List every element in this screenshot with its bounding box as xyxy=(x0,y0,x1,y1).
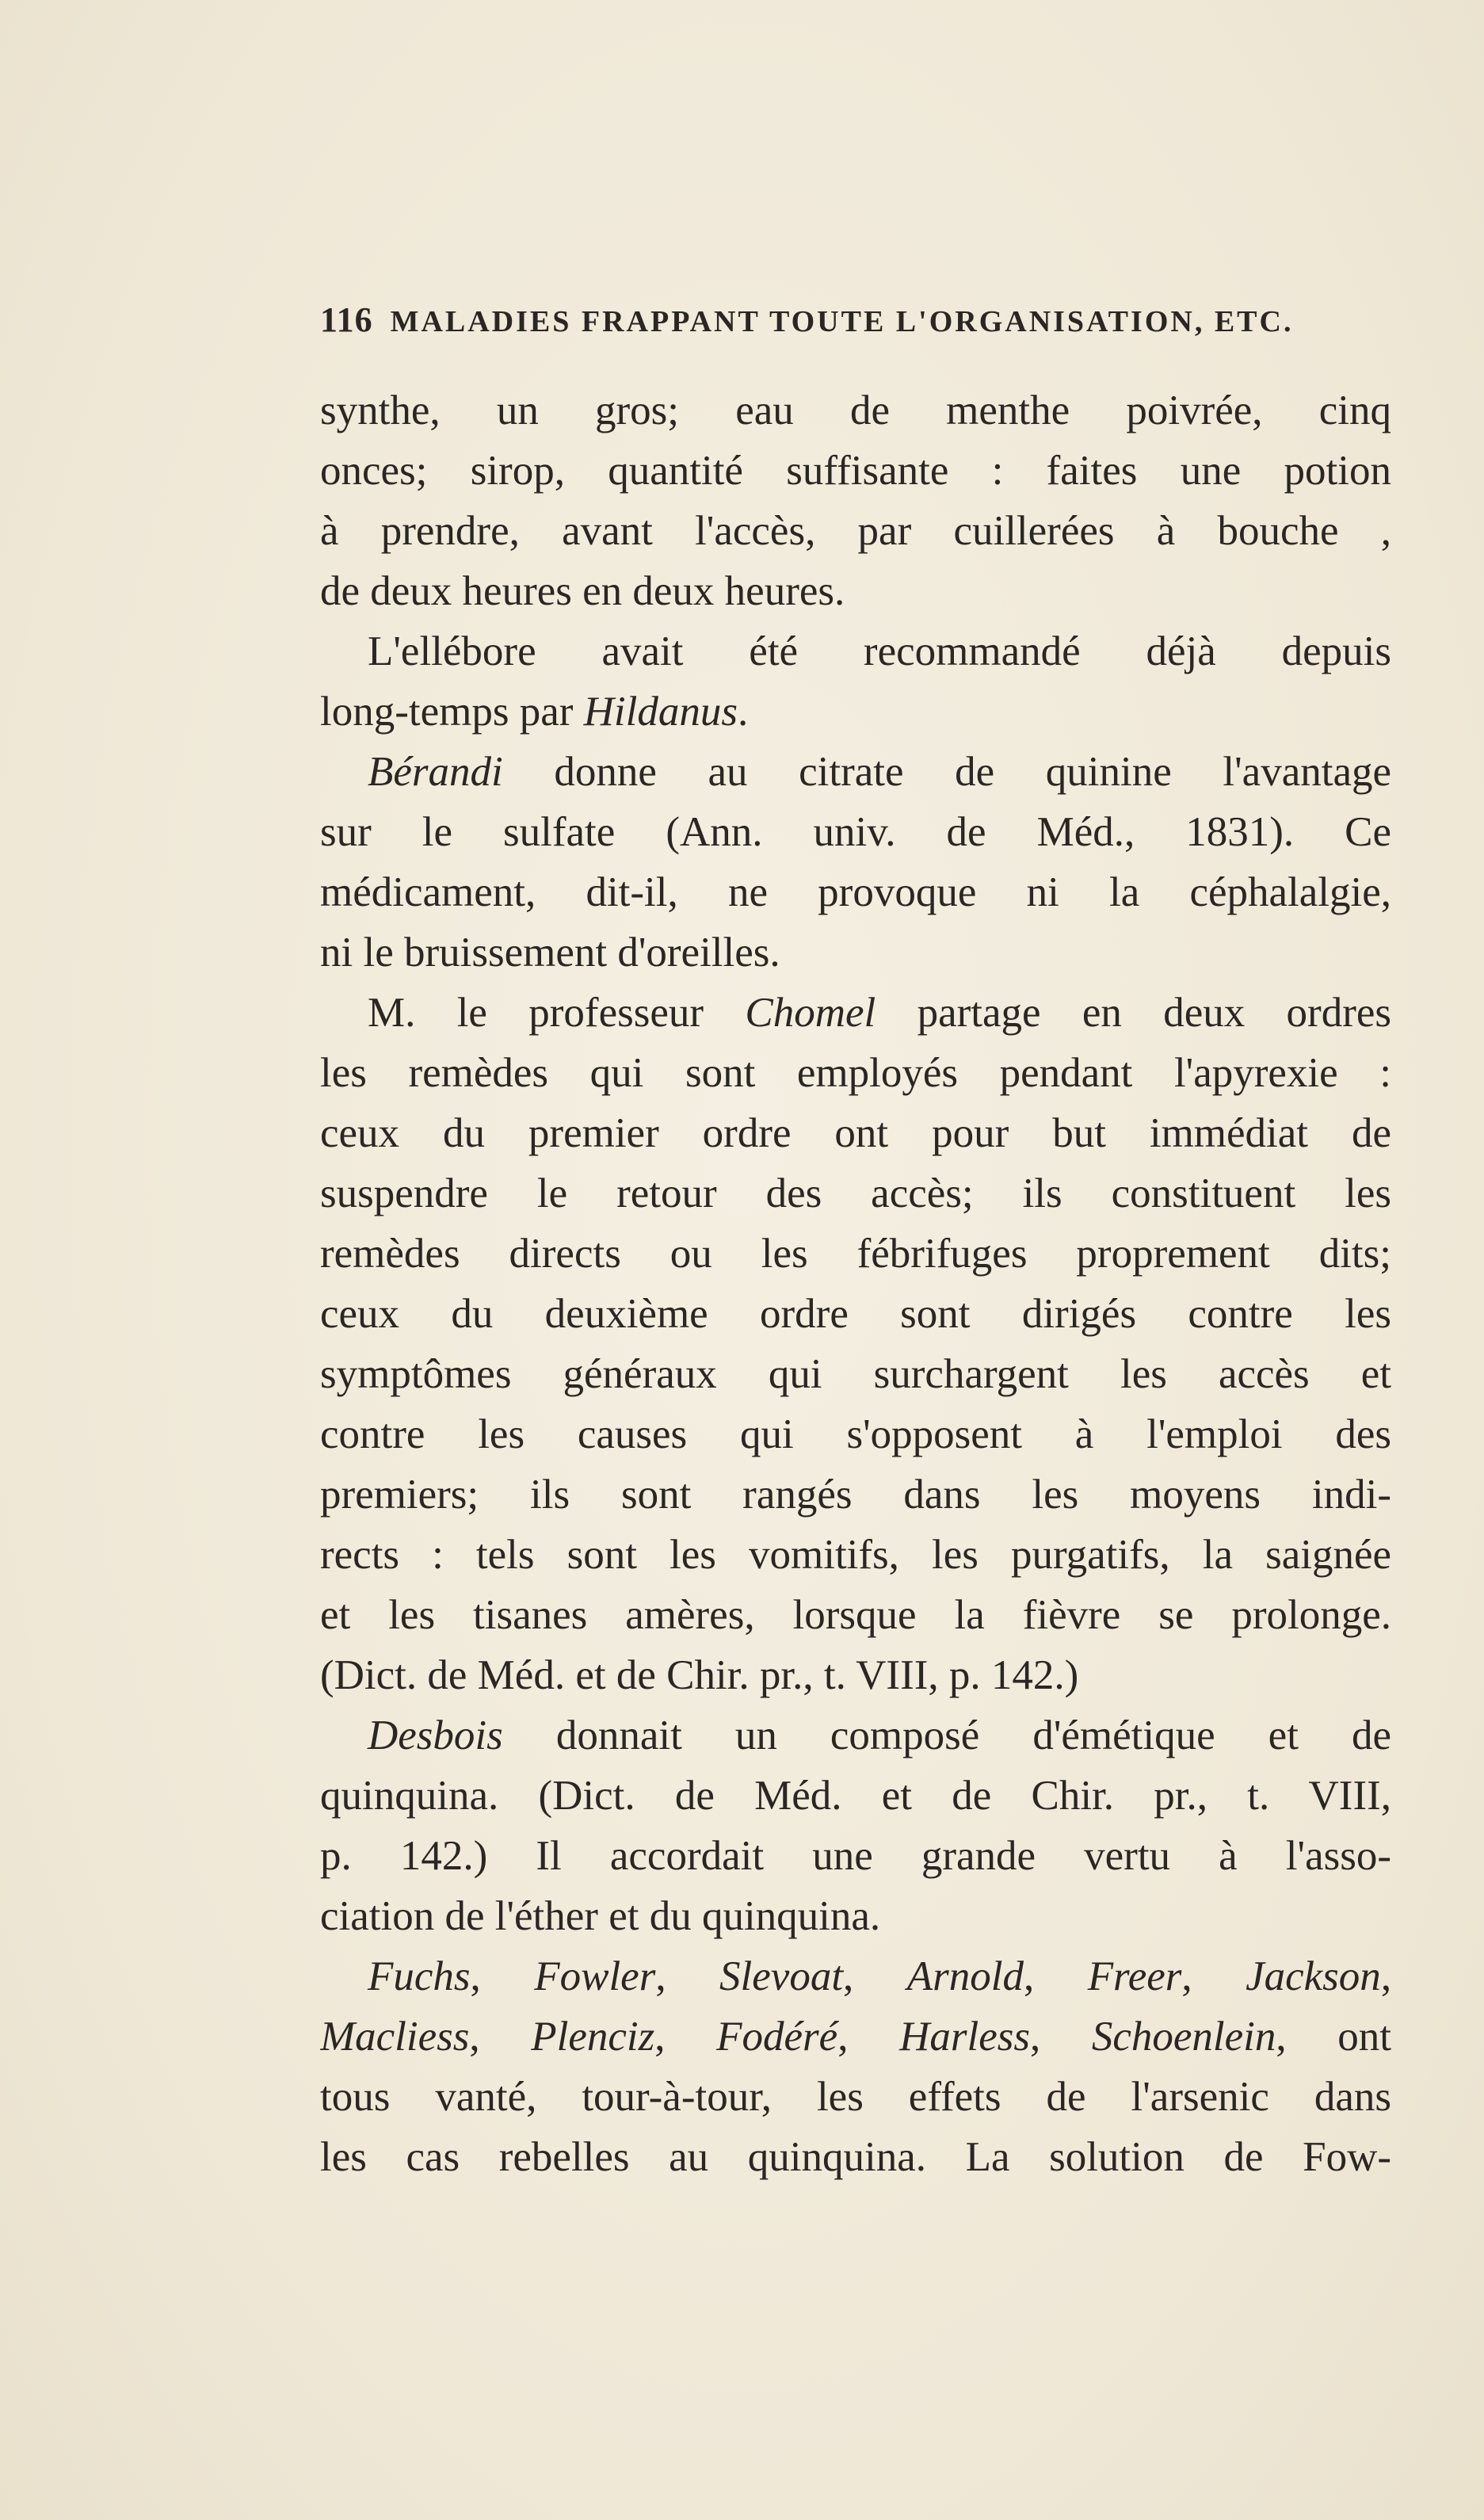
text-line xyxy=(320,501,1391,561)
text-segment: donne au citrate de quinine l'avantage xyxy=(502,749,1391,795)
italic-name: Slevoat xyxy=(719,1953,844,1999)
text-line xyxy=(320,1585,1391,1645)
page-number: 116 xyxy=(320,300,373,339)
text-line xyxy=(320,742,1391,802)
text-line xyxy=(320,1826,1391,1886)
text-segment: long-temps par xyxy=(320,689,584,735)
text-line xyxy=(320,922,1391,983)
text-segment: remèdes directs ou les fébrifuges proprement dits; xyxy=(320,1231,1391,1277)
running-title: MALADIES FRAPPANT TOUTE L'ORGANISATION, ETC. xyxy=(390,305,1294,338)
text-line xyxy=(320,2067,1391,2127)
text-line xyxy=(320,983,1391,1043)
text-segment: donnait un composé d'émétique et de xyxy=(502,1712,1391,1758)
text-line xyxy=(320,1103,1391,1163)
text-segment: , xyxy=(654,2014,717,2060)
text-segment: , xyxy=(655,1953,720,1999)
text-line xyxy=(320,1344,1391,1404)
text-line xyxy=(320,441,1391,501)
text-line xyxy=(320,1525,1391,1585)
text-segment: de deux heures en deux heures. xyxy=(320,568,845,614)
text-segment: tous vanté, tour-à-tour, les effets de l'arsenic dans xyxy=(320,2074,1391,2120)
text-segment: , xyxy=(1023,1953,1088,1999)
text-line xyxy=(320,1886,1391,1946)
text-segment: les cas rebelles au quinquina. La solution de Fow- xyxy=(320,2134,1391,2180)
italic-name: Jackson xyxy=(1246,1953,1381,1999)
italic-name: Fuchs xyxy=(368,1953,471,1999)
text-segment: p. 142.) Il accordait une grande vertu à l'asso- xyxy=(320,1833,1391,1879)
text-segment: les remèdes qui sont employés pendant l'apyrexie : xyxy=(320,1050,1391,1096)
text-line xyxy=(320,1464,1391,1525)
text-line xyxy=(320,862,1391,922)
text-segment: , xyxy=(470,1953,535,1999)
italic-name: Chomel xyxy=(745,990,876,1036)
text-segment: premiers; ils sont rangés dans les moyens indi- xyxy=(320,1472,1391,1518)
italic-name: Freer xyxy=(1087,1953,1182,1999)
running-header xyxy=(320,300,1391,340)
text-segment: , ont xyxy=(1276,2014,1391,2060)
text-segment: partage en deux ordres xyxy=(876,990,1391,1036)
text-segment: L'ellébore avait été recommandé déjà depuis xyxy=(368,628,1391,674)
text-line xyxy=(320,1224,1391,1284)
italic-name: Hildanus xyxy=(583,689,738,735)
text-line xyxy=(320,380,1391,441)
italic-name: Plenciz xyxy=(531,2014,655,2060)
text-segment: ciation de l'éther et du quinquina. xyxy=(320,1893,881,1939)
text-line xyxy=(320,2127,1391,2187)
text-line xyxy=(320,2006,1391,2067)
text-segment: synthe, un gros; eau de menthe poivrée, cinq xyxy=(320,388,1391,433)
text-line xyxy=(320,621,1391,682)
text-line xyxy=(320,802,1391,862)
text-segment: , xyxy=(837,2014,900,2060)
text-segment: , xyxy=(1380,1953,1391,1999)
text-segment: , xyxy=(469,2014,532,2060)
text-line xyxy=(320,682,1391,742)
text-segment: ceux du deuxième ordre sont dirigés contre les xyxy=(320,1291,1391,1337)
text-segment: sur le sulfate (Ann. univ. de Méd., 1831). Ce xyxy=(320,809,1391,855)
text-segment: . xyxy=(738,689,749,735)
text-segment: , xyxy=(843,1953,907,1999)
italic-name: Harless xyxy=(899,2014,1030,2060)
italic-name: Schoenlein xyxy=(1091,2014,1276,2060)
text-line xyxy=(320,1404,1391,1464)
italic-name: Fodéré xyxy=(716,2014,838,2060)
text-segment: symptômes généraux qui surchargent les accès et xyxy=(320,1351,1391,1397)
text-line xyxy=(320,1705,1391,1766)
text-segment: ceux du premier ordre ont pour but immédiat de xyxy=(320,1110,1391,1156)
text-segment: (Dict. de Méd. et de Chir. pr., t. VIII, p. 142.) xyxy=(320,1652,1079,1698)
body-text xyxy=(320,380,1391,2187)
text-line xyxy=(320,561,1391,621)
text-segment: et les tisanes amères, lorsque la fièvre se prolonge. xyxy=(320,1592,1391,1638)
text-segment: ni le bruissement d'oreilles. xyxy=(320,930,780,976)
text-segment: , xyxy=(1181,1953,1246,1999)
italic-name: Bérandi xyxy=(368,749,503,795)
text-line xyxy=(320,1163,1391,1224)
italic-name: Arnold xyxy=(906,1953,1024,1999)
italic-name: Macliess xyxy=(320,2014,470,2060)
text-segment: quinquina. (Dict. de Méd. et de Chir. pr., t. VIII, xyxy=(320,1773,1391,1819)
text-segment: suspendre le retour des accès; ils constituent les xyxy=(320,1170,1391,1216)
text-segment: onces; sirop, quantité suffisante : faites une potion xyxy=(320,448,1391,494)
text-segment: contre les causes qui s'opposent à l'emploi des xyxy=(320,1411,1391,1457)
text-segment: , xyxy=(1030,2014,1092,2060)
text-segment: rects : tels sont les vomitifs, les purgatifs, la saignée xyxy=(320,1532,1391,1578)
text-line xyxy=(320,1766,1391,1826)
text-segment: médicament, dit-il, ne provoque ni la céphalalgie, xyxy=(320,869,1391,915)
text-line xyxy=(320,1946,1391,2006)
text-line xyxy=(320,1284,1391,1344)
text-line xyxy=(320,1645,1391,1705)
text-segment: à prendre, avant l'accès, par cuillerées à bouche , xyxy=(320,508,1391,554)
italic-name: Desbois xyxy=(368,1712,503,1758)
italic-name: Fowler xyxy=(534,1953,656,1999)
text-line xyxy=(320,1043,1391,1103)
text-segment: M. le professeur xyxy=(368,990,746,1036)
